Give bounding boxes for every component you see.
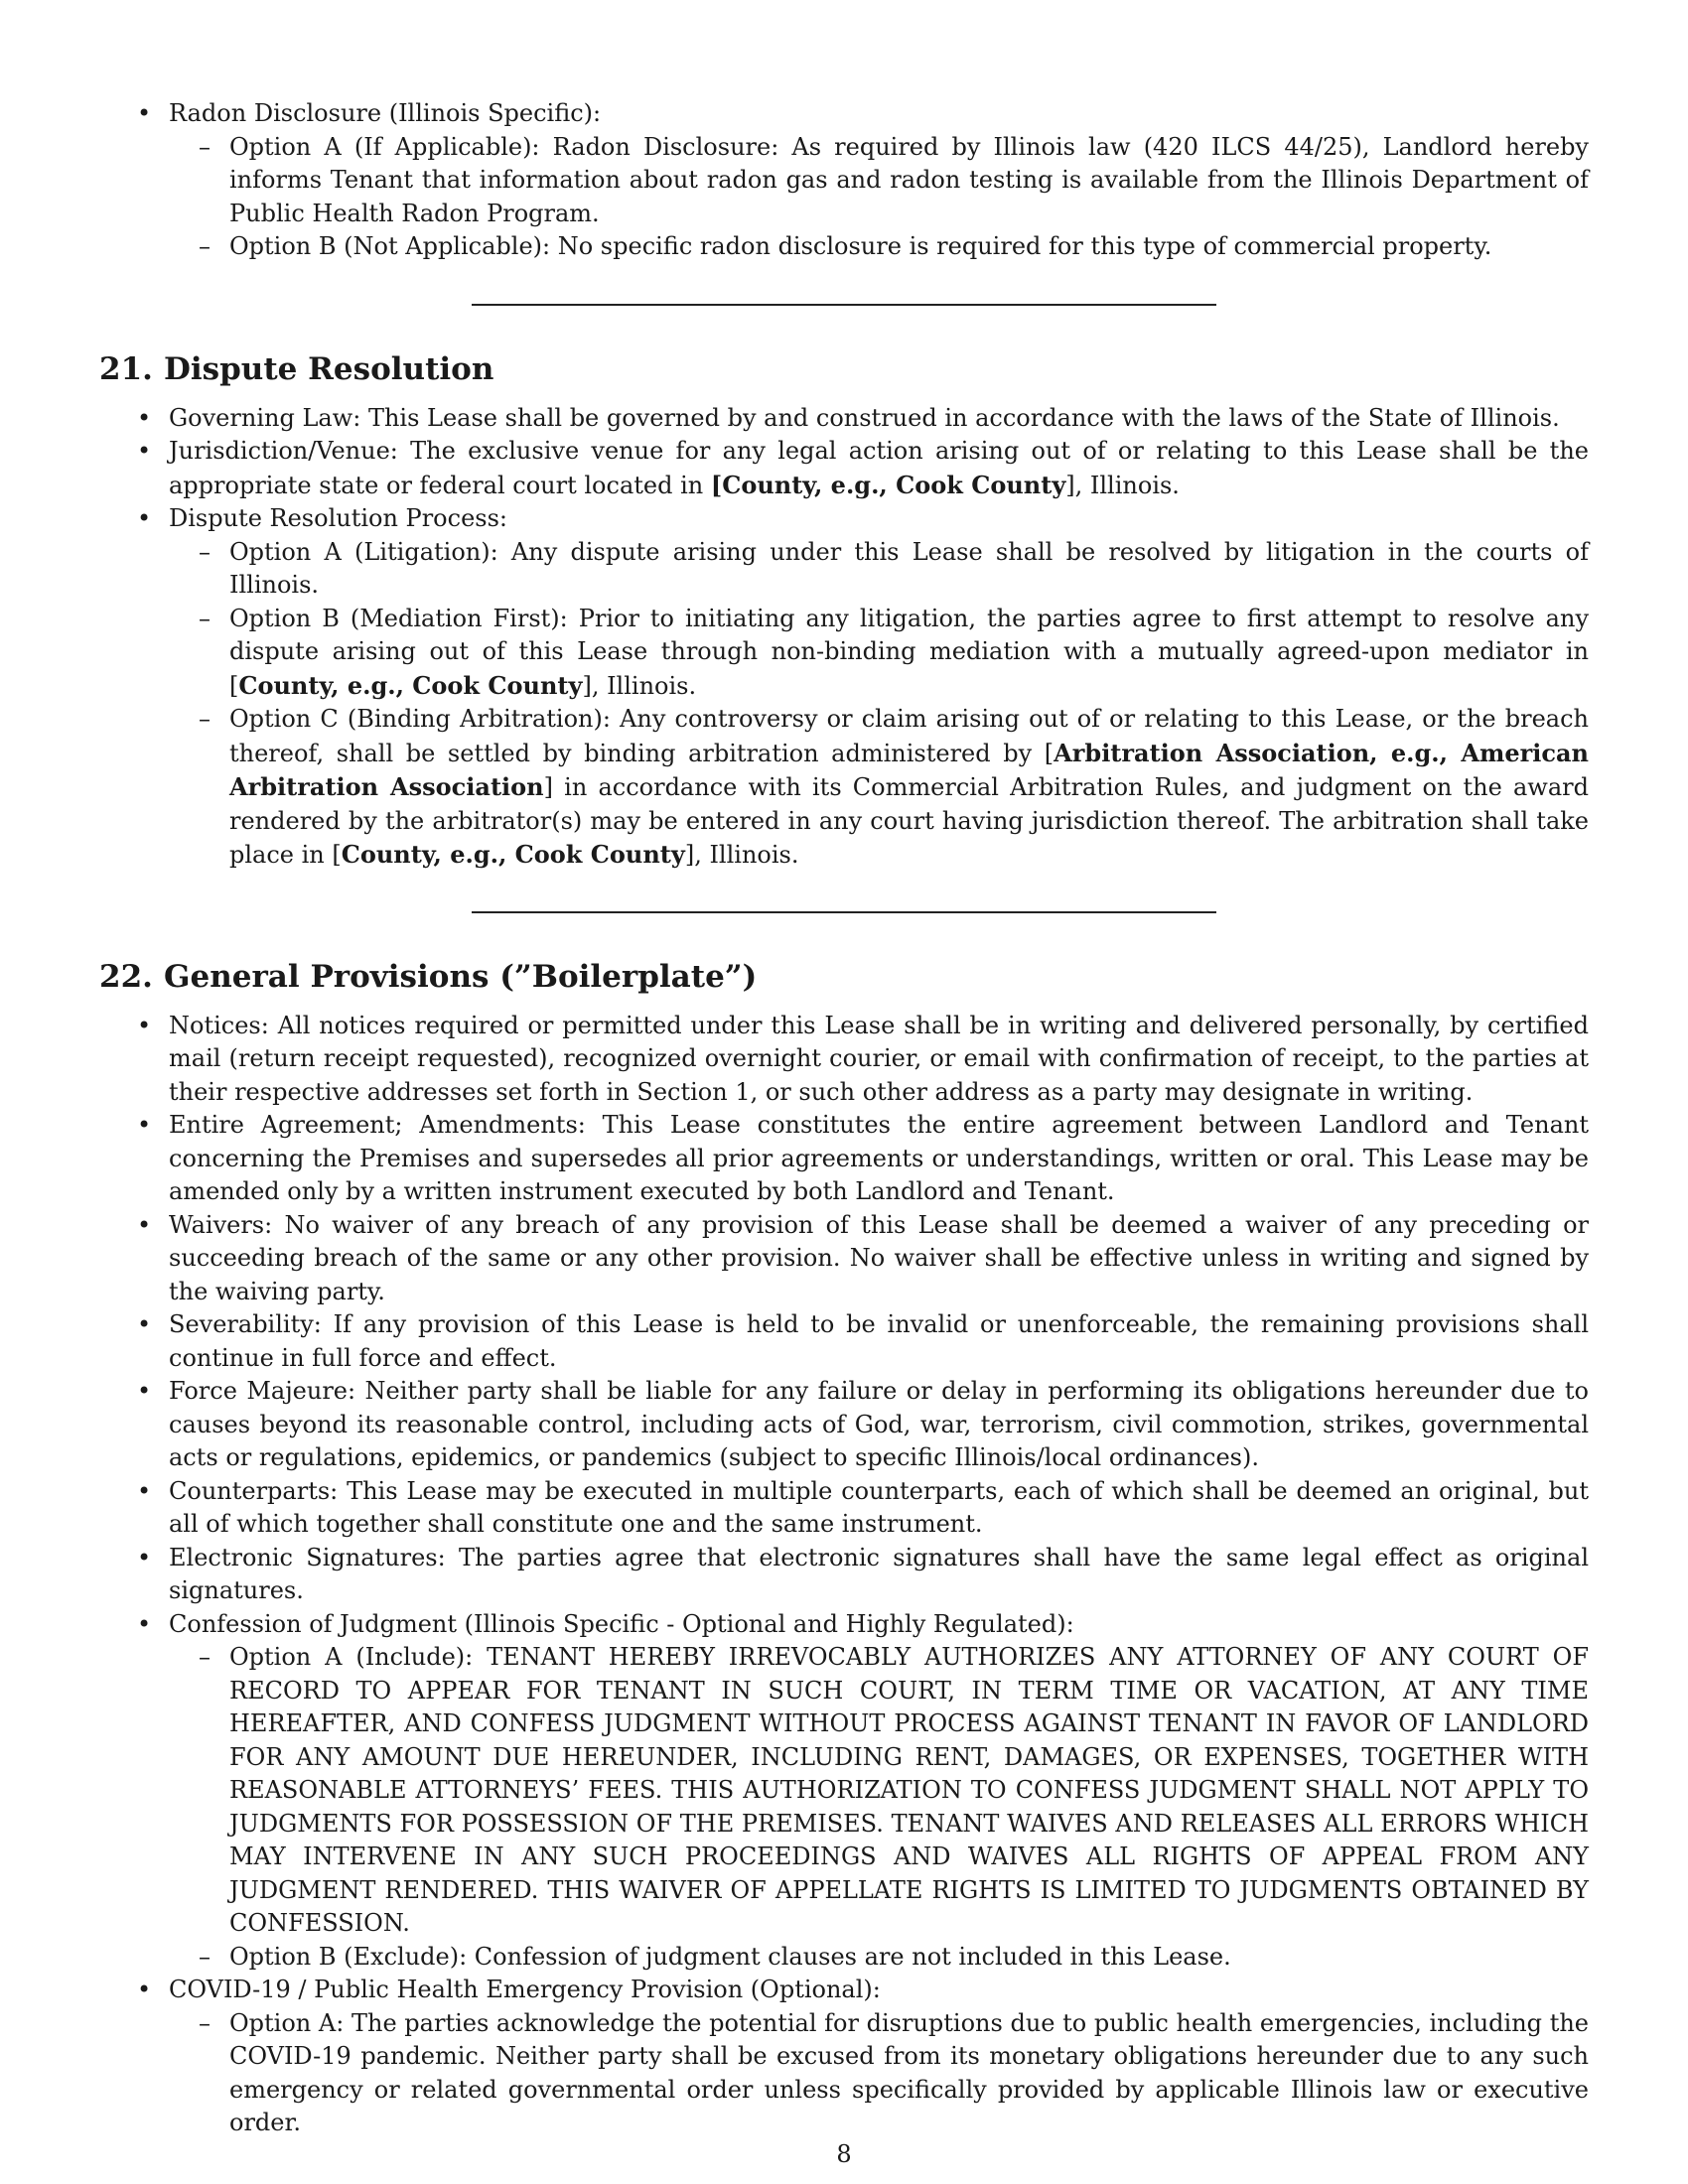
section-22-title: General Provisions (”Boilerplate”): [164, 958, 758, 995]
notices-item: • Notices: All notices required or permitted under this Lease shall be in writing and delivered personally, by certified mail (return receipt requested), recognized overnight courier, or email with confirmation of receipt, to the parties at their respective addresses set forth in Section 1, or such other address as a party may designate in writing.: [99, 1010, 1589, 1110]
option-c-text-end: ], Illinois.: [684, 841, 799, 869]
governing-law-item: • Governing Law: This Lease shall be governed by and construed in accordance with the laws of the State of Illinois.: [99, 402, 1589, 436]
electronic-signatures-item: • Electronic Signatures: The parties agree that electronic signatures shall have the same legal effect as original signatures.: [99, 1542, 1589, 1608]
confession-label: Confession of Judgment (Illinois Specific - Optional and Highly Regulated):: [169, 1609, 1074, 1638]
venue-text-end: ], Illinois.: [1065, 471, 1180, 499]
confession-option-a: – Option A (Include): TENANT HEREBY IRREVOCABLY AUTHORIZES ANY ATTORNEY OF ANY COURT OF RECORD TO APPEAR FOR TENANT IN SUCH COURT, IN TERM TIME OR VACATION, AT ANY TIME HEREAFTER, AND CONFESS JUDGMENT WITHOUT PROCESS AGAINST TENANT IN FAVOR OF LANDLORD FOR ANY AMOUNT DUE HEREUNDER, INCLUDING RENT, DAMAGES, OR EXPENSES, TOGETHER WITH REASONABLE ATTORNEYS’ FEES. THIS AUTHORIZATION TO CONFESS JUDGMENT SHALL NOT APPLY TO JUDGMENTS FOR POSSESSION OF THE PREMISES. TENANT WAIVES AND RELEASES ALL ERRORS WHICH MAY INTERVENE IN ANY SUCH PROCEEDINGS AND WAIVES ALL RIGHTS OF APPEAL FROM ANY JUDGMENT RENDERED. THIS WAIVER OF APPELLATE RIGHTS IS LIMITED TO JUDGMENTS OBTAINED BY CONFESSION.: [169, 1641, 1589, 1941]
list-item-radon: [99, 97, 1589, 264]
option-c-association-placeholder: Arbitration Association, e.g., American Arbitration Association: [229, 738, 1589, 801]
dispute-process-label: Dispute Resolution Process:: [169, 504, 507, 532]
entire-agreement-item: • Entire Agreement; Amendments: This Lease constitutes the entire agreement between Landlord and Tenant concerning the Premises and supersedes all prior agreements or understandings, written or oral. This Lease may be amended only by a written instrument executed by both Landlord and Tenant.: [99, 1109, 1589, 1209]
section-21-list: [99, 402, 1589, 873]
confession-of-judgment-item: [99, 1608, 1589, 1975]
section-22-list: [99, 1010, 1589, 2140]
option-b-text-end: ], Illinois.: [582, 671, 697, 700]
venue-county-placeholder: [County, e.g., Cook County: [710, 470, 1066, 499]
venue-text: Jurisdiction/Venue: The exclusive venue for any legal action arising out of or relating to this Lease shall be the appropriate state or federal court located in: [169, 437, 1589, 499]
dispute-option-c: [169, 703, 1589, 873]
radon-list: [99, 97, 1589, 264]
option-c-text-mid: ] in accordance with its Commercial Arbitration Rules, and judgment on the award rendered by the arbitrator(s) may be entered in any court having jurisdiction thereof. The arbitration shall take place in [: [229, 773, 1589, 869]
radon-label: Radon Disclosure (Illinois Specific):: [169, 99, 602, 127]
waivers-item: • Waivers: No waiver of any breach of any provision of this Lease shall be deemed a waiver of any preceding or succeeding breach of the same or any other provision. No waiver shall be effective unless in writing and signed by the waiving party.: [99, 1209, 1589, 1309]
radon-option-a: – Option A (If Applicable): Radon Disclosure: As required by Illinois law (420 ILCS 44/25), Landlord hereby informs Tenant that information about radon gas and radon testing is available from the Illinois Department of Public Health Radon Program.: [169, 131, 1589, 231]
severability-item: • Severability: If any provision of this Lease is held to be invalid or unenforceable, the remaining provisions shall continue in full force and effect.: [99, 1308, 1589, 1375]
section-22-number: 22.: [99, 958, 153, 995]
option-b-text: Option B (Mediation First): Prior to initiating any litigation, the parties agree to first attempt to resolve any dispute arising out of this Lease through non-binding mediation with a mutually agreed-upon mediator in [: [229, 604, 1589, 700]
section-21-number: 21.: [99, 350, 153, 387]
dispute-option-a: – Option A (Litigation): Any dispute arising under this Lease shall be resolved by litigation in the courts of Illinois.: [169, 536, 1589, 603]
section-22-heading: [99, 957, 1589, 997]
section-divider: [472, 304, 1216, 306]
page-content: [99, 97, 1589, 2140]
option-c-text: Option C (Binding Arbitration): Any controversy or claim arising out of or relating to this Lease, or the breach thereof, shall be settled by binding arbitration administered by [: [229, 705, 1589, 767]
covid-label: COVID-19 / Public Health Emergency Provision (Optional):: [169, 1976, 881, 2003]
confession-option-b: – Option B (Exclude): Confession of judgment clauses are not included in this Lease.: [169, 1941, 1589, 1975]
covid-option-a: – Option A: The parties acknowledge the potential for disruptions due to public health emergencies, including the COVID-19 pandemic. Neither party shall be excused from its monetary obligations hereunder due to any such emergency or related governmental order unless specifically provided by applicable Illinois law or executive order.: [169, 2007, 1589, 2140]
force-majeure-item: • Force Majeure: Neither party shall be liable for any failure or delay in performing its obligations hereunder due to causes beyond its reasonable control, including acts of God, war, terrorism, civil commotion, strikes, governmental acts or regulations, epidemics, or pandemics (subject to specific Illinois/local ordinances).: [99, 1375, 1589, 1475]
dispute-option-b: [169, 603, 1589, 704]
section-divider: [472, 911, 1216, 913]
venue-item: [99, 435, 1589, 502]
confession-options: [169, 1641, 1589, 1974]
radon-option-b: – Option B (Not Applicable): No specific radon disclosure is required for this type of commercial property.: [169, 230, 1589, 264]
section-21-title: Dispute Resolution: [164, 350, 494, 387]
option-b-county-placeholder: County, e.g., Cook County: [238, 670, 583, 700]
counterparts-item: • Counterparts: This Lease may be executed in multiple counterparts, each of which shall be deemed an original, but all of which together shall constitute one and the same instrument.: [99, 1475, 1589, 1542]
option-c-county-placeholder: County, e.g., Cook County: [341, 840, 685, 869]
page-number: 8: [836, 2140, 852, 2168]
radon-options: [169, 131, 1589, 264]
covid-provision-item: [99, 1974, 1589, 2140]
section-21-heading: [99, 349, 1589, 389]
dispute-options: [169, 536, 1589, 873]
dispute-process-item: [99, 502, 1589, 873]
covid-options: [169, 2007, 1589, 2140]
